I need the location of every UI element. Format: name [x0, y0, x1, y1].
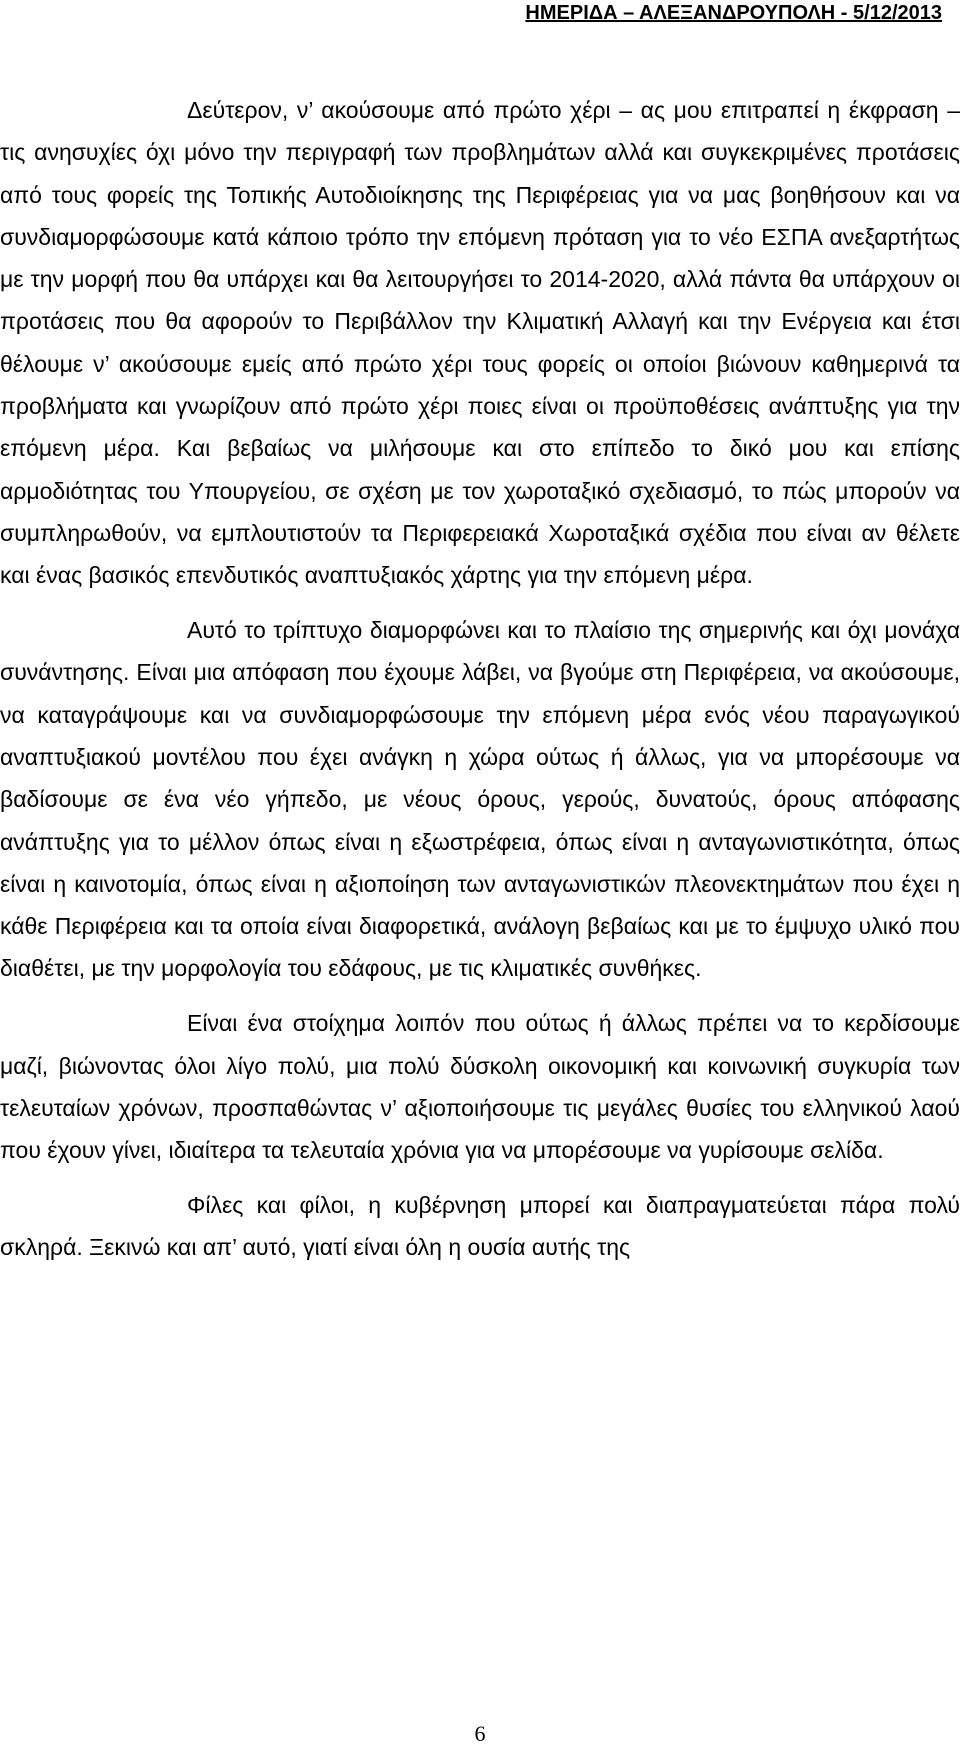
paragraph: Δεύτερον, ν’ ακούσουμε από πρώτο χέρι – ας μου επιτραπεί η έκφραση – τις ανησυχίες όχι μόνο την περιγραφή των προβλημάτων αλλά και συγκεκριμένες προτάσεις από τους φορείς της Τοπικής Αυτοδιοίκησης της Περιφέρειας για να μας βοηθήσουν και να συνδιαμορφώσουμε κατά κάποιο τρόπο την επόμενη πρόταση για το νέο ΕΣΠΑ ανεξαρτήτως με την μορφή που θα υπάρχει και θα λειτουργήσει το 2014-2020, αλλά πάντα θα υπάρχουν οι προτάσεις που θα αφορούν το Περιβάλλον την Κλιματική Αλλαγή και την Ενέργεια και έτσι θέλουμε ν’ ακούσουμε εμείς από πρώτο χέρι τους φορείς οι οποίοι βιώνουν καθημερινά τα προβλήματα και γνωρίζουν από πρώτο χέρι ποιες είναι οι προϋποθέσεις ανάπτυξης για την επόμενη μέρα. Και βεβαίως να μιλήσουμε και στο επίπεδο το δικό μου και επίσης αρμοδιότητας του Υπουργείου, σε σχέση με τον χωροταξικό σχεδιασμό, το πώς μπορούν να συμπληρωθούν, να εμπλουτιστούν τα Περιφερειακά Χωροταξικά σχέδια που είναι αν θέλετε και ένας βασικός επενδυτικός αναπτυξιακός χάρτης για την επόμενη μέρα.: [0, 97, 960, 589]
paragraph: Φίλες και φίλοι, η κυβέρνηση μπορεί και διαπραγματεύεται πάρα πολύ σκληρά. Ξεκινώ και απ’ αυτό, γιατί είναι όλη η ουσία αυτής της: [0, 1191, 960, 1261]
page-header: ΗΜΕΡΙΔΑ – ΑΛΕΞΑΝΔΡΟΥΠΟΛΗ - 5/12/2013: [525, 2, 942, 24]
paragraph: Αυτό το τρίπτυχο διαμορφώνει και το πλαίσιο της σημερινής και όχι μονάχα συνάντησης. Είναι μια απόφαση που έχουμε λάβει, να βγούμε στη Περιφέρεια, να ακούσουμε, να καταγράψουμε και να συνδιαμορφώσουμε την επόμενη μέρα ενός νέου παραγωγικού αναπτυξιακού μοντέλου που έχει ανάγκη η χώρα ούτως ή άλλως, για να μπορέσουμε να βαδίσουμε σε ένα νέο γήπεδο, με νέους όρους, γερούς, δυνατούς, όρους απόφασης ανάπτυξης για το μέλλον όπως είναι η εξωστρέφεια, όπως είναι η ανταγωνιστικότητα, όπως είναι η καινοτομία, όπως είναι η αξιοποίηση των ανταγωνιστικών πλεονεκτημάτων που έχει η κάθε Περιφέρεια και τα οποία είναι διαφορετικά, ανάλογη βεβαίως και με το έμψυχο υλικό που διαθέτει, με την μορφολογία του εδάφους, με τις κλιματικές συνθήκες.: [0, 617, 960, 982]
paragraph: Είναι ένα στοίχημα λοιπόν που ούτως ή άλλως πρέπει να το κερδίσουμε μαζί, βιώνοντας όλοι λίγο πολύ, μια πολύ δύσκολη οικονομική και κοινωνική συγκυρία των τελευταίων χρόνων, προσπαθώντας ν’ αξιοποιήσουμε τις μεγάλες θυσίες του ελληνικού λαού που έχουν γίνει, ιδιαίτερα τα τελευταία χρόνια για να μπορέσουμε να γυρίσουμε σελίδα.: [0, 1010, 960, 1164]
body-text: [0, 89, 960, 1281]
page-number: 6: [474, 1721, 486, 1746]
